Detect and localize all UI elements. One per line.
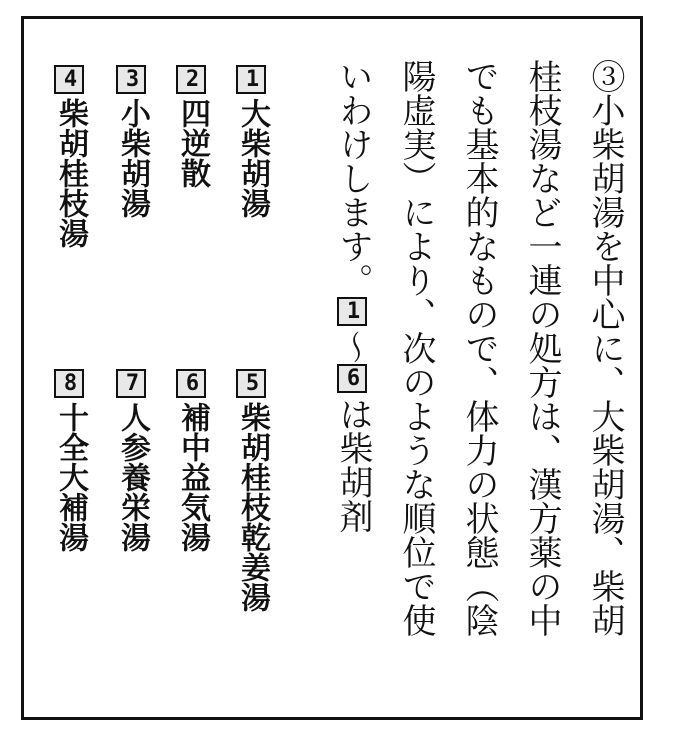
list-item-8 [52, 369, 88, 552]
ref-badge-end: 6 [337, 364, 367, 393]
list-name: 十全大補湯 [53, 402, 88, 552]
list-number: 7 [116, 369, 146, 398]
list-item-2 [174, 65, 210, 188]
list-name: 四逆散 [175, 98, 210, 188]
list-number: 3 [116, 65, 146, 94]
list-number: 4 [54, 65, 84, 94]
list-item-1 [234, 65, 270, 218]
text-column-4: 陽虚実）により、次のような順位で使 [396, 59, 436, 637]
list-number: 5 [236, 369, 266, 398]
text-column-2: 桂枝湯など一連の処方は、漢方薬の中 [522, 59, 562, 637]
list-name: 補中益気湯 [175, 402, 210, 552]
text-column-5-tail: は柴胡剤 [333, 397, 373, 533]
text-column-5-main: いわけします。 [333, 59, 373, 297]
ref-badge-start: 1 [337, 297, 367, 326]
list-item-7 [114, 369, 150, 552]
list-name: 大柴胡湯 [235, 98, 270, 218]
tilde: 〜 [333, 330, 373, 364]
list-name: 柴胡桂枝乾姜湯 [235, 402, 270, 612]
text-column-1: ③小柴胡湯を中心に、大柴胡湯、柴胡 [585, 59, 625, 637]
list-item-6 [174, 369, 210, 552]
list-number: 6 [176, 369, 206, 398]
list-item-3 [114, 65, 150, 218]
list-item-4 [52, 65, 88, 248]
list-item-5 [234, 369, 270, 612]
text-column-5 [329, 59, 377, 533]
list-name: 小柴胡湯 [115, 98, 150, 218]
list-number: 8 [54, 369, 84, 398]
text-column-3: でも基本的なもので、体力の状態（陰 [459, 59, 499, 637]
text-box [21, 16, 643, 720]
list-name: 柴胡桂枝湯 [53, 98, 88, 248]
list-number: 1 [236, 65, 266, 94]
list-name: 人参養栄湯 [115, 402, 150, 552]
list-number: 2 [176, 65, 206, 94]
